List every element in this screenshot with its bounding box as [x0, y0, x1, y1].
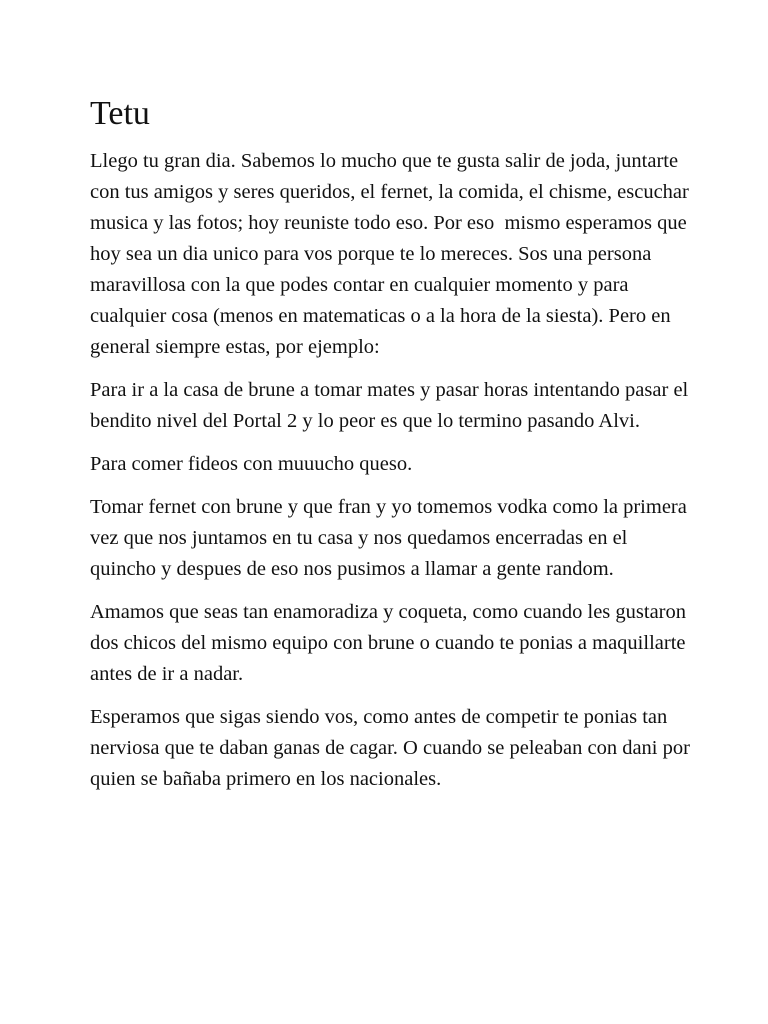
- paragraph-nervios: Esperamos que sigas siendo vos, como antes de competir te ponias tan nerviosa que te daban ganas de cagar. O cuando se peleaban con dani por quien se bañaba primero en los nacionales.: [90, 706, 696, 790]
- document-page: [90, 92, 696, 807]
- paragraph-portal: Para ir a la casa de brune a tomar mates y pasar horas intentando pasar el bendito nivel del Portal 2 y lo peor es que lo termino pasando Alvi.: [90, 379, 694, 432]
- document-title: Tetu: [90, 95, 150, 132]
- paragraph-enamoradiza: Amamos que seas tan enamoradiza y coqueta, como cuando les gustaron dos chicos del mismo equipo con brune o cuando te ponias a maquillarte antes de ir a nadar.: [90, 601, 692, 685]
- paragraph-fideos: Para comer fideos con muuucho queso.: [90, 453, 413, 475]
- paragraph-intro: Llego tu gran dia. Sabemos lo mucho que te gusta salir de joda, juntarte con tus amigos y seres queridos, el fernet, la comida, el chisme, escuchar musica y las fotos; hoy reuniste todo eso. Por eso mismo esperamos que hoy sea un dia unico para vos porque te lo mereces. Sos una persona maravillosa con la que podes contar en cualquier momento y para cualquier cosa (menos en matematicas o a la hora de la siesta). Pero en general siempre estas, por ejemplo:: [90, 150, 694, 358]
- paragraph-fernet: Tomar fernet con brune y que fran y yo tomemos vodka como la primera vez que nos juntamos en tu casa y nos quedamos encerradas en el quincho y despues de eso nos pusimos a llamar a gente random.: [90, 496, 692, 580]
